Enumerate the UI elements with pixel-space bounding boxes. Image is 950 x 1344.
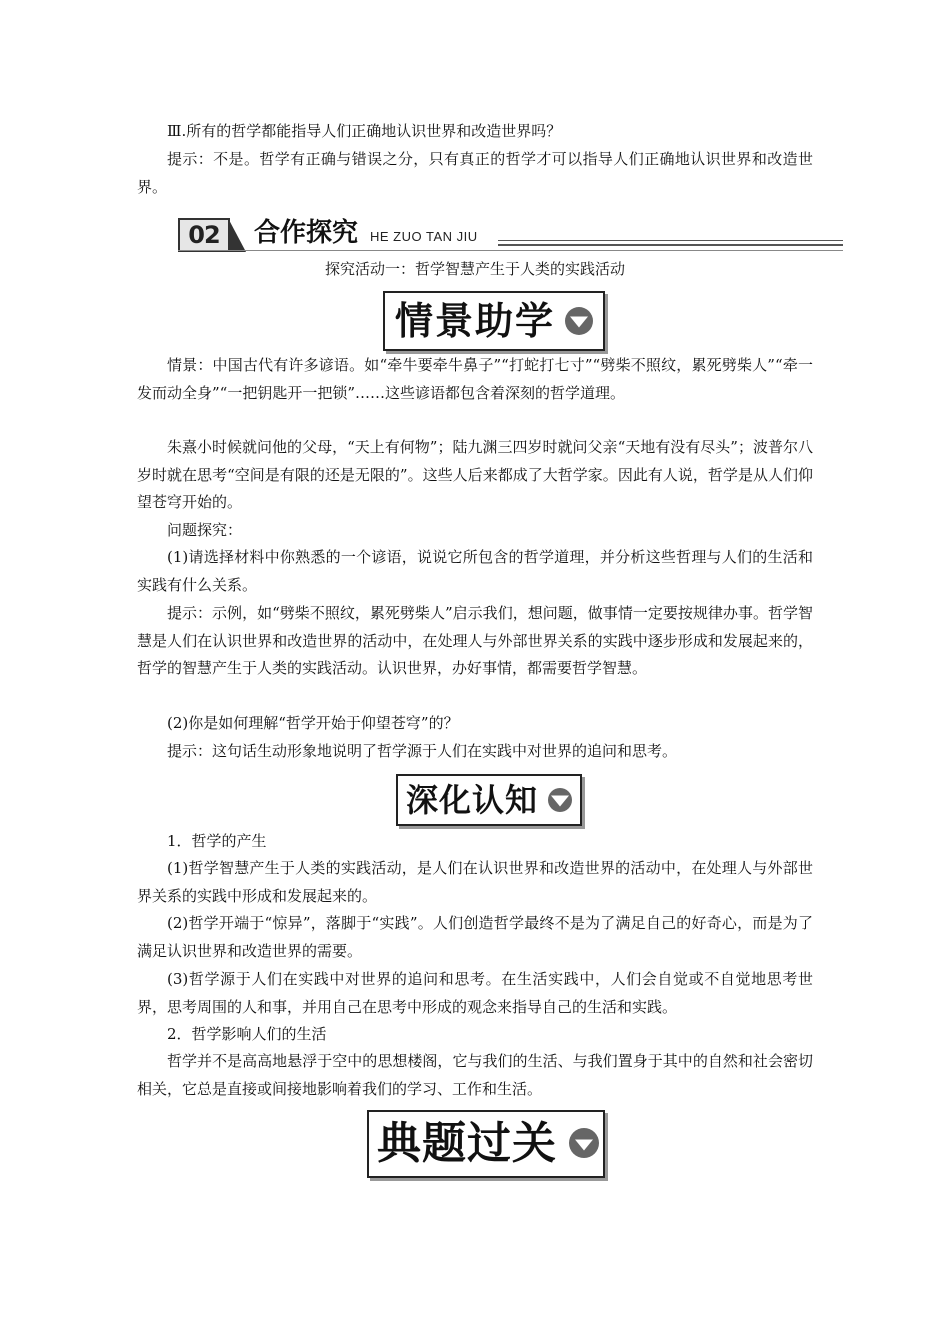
hint-2: 提示：这句话生动形象地说明了哲学源于人们在实践中对世界的追问和思考。	[167, 742, 678, 760]
heading-box-exercises	[367, 1110, 605, 1178]
question-label: 问题探究：	[167, 521, 243, 539]
intro-question: Ⅲ.所有的哲学都能指导人们正确地认识世界和改造世界吗？	[167, 122, 562, 140]
triangle-down-icon	[548, 788, 572, 812]
banner-slash-decoration	[228, 218, 246, 252]
section-banner	[178, 214, 843, 254]
heading-deepen: 深化认知	[406, 781, 539, 819]
heading-box-deepen	[396, 774, 582, 826]
banner-baseline	[178, 250, 843, 251]
banner-rule	[498, 244, 843, 246]
banner-rule	[498, 240, 843, 241]
point-2-title: 2．哲学影响人们的生活	[167, 1025, 327, 1043]
story-paragraph: 朱熹小时候就问他的父母，“天上有何物”；陆九渊三四岁时就问父亲“天地有没有尽头”；波普尔八岁时就在思考“空间是有限的还是无限的”。这些人后来都成了大哲学家。因此有人说，哲学是从人们仰望苍穹开始的。	[137, 438, 813, 511]
situation-paragraph: 情景：中国古代有许多谚语。如“牵牛要牵牛鼻子”“打蛇打七寸”“劈柴不照纹，累死劈柴人”“牵一发而动全身”“一把钥匙开一把锁”……这些谚语都包含着深刻的哲学道理。	[137, 356, 813, 402]
section-pinyin: HE ZUO TAN JIU	[370, 229, 478, 244]
point-2-text: 哲学并不是高高地悬浮于空中的思想楼阁，它与我们的生活、与我们置身于其中的自然和社会密切相关，它总是直接或间接地影响着我们的学习、工作和生活。	[137, 1052, 813, 1098]
activity-title: 探究活动一：哲学智慧产生于人类的实践活动	[324, 260, 625, 278]
point-1-item-1: (1)哲学智慧产生于人类的实践活动，是人们在认识世界和改造世界的活动中，在处理人与外部世界关系的实践中形成和发展起来的。	[137, 859, 813, 905]
question-1: (1)请选择材料中你熟悉的一个谚语，说说它所包含的哲学道理，并分析这些哲理与人们的生活和实践有什么关系。	[137, 548, 813, 594]
point-1-item-2: (2)哲学开端于“惊异”，落脚于“实践”。人们创造哲学最终不是为了满足自己的好奇心，而是为了满足认识世界和改造世界的需要。	[137, 914, 813, 960]
heading-situation: 情景助学	[395, 299, 556, 343]
intro-hint: 提示：不是。哲学有正确与错误之分，只有真正的哲学才可以指导人们正确地认识世界和改造世界。	[137, 150, 813, 196]
question-2: (2)你是如何理解“哲学开始于仰望苍穹”的？	[167, 714, 459, 732]
triangle-down-icon	[565, 307, 593, 335]
triangle-down-icon	[569, 1128, 599, 1158]
hint-1: 提示：示例，如“劈柴不照纹，累死劈柴人”启示我们，想问题，做事情一定要按规律办事。哲学智慧是人们在认识世界和改造世界的活动中，在处理人与外部世界关系的实践中逐步形成和发展起来的，哲学的智慧产生于人类的实践活动。认识世界，办好事情，都需要哲学智慧。	[137, 604, 813, 677]
point-1-title: 1．哲学的产生	[167, 832, 267, 850]
heading-exercises: 典题过关	[377, 1118, 557, 1169]
section-title: 合作探究	[254, 218, 359, 248]
heading-box-situation	[383, 291, 605, 351]
point-1-item-3: (3)哲学源于人们在实践中对世界的追问和思考。在生活实践中，人们会自觉或不自觉地思考世界，思考周围的人和事，并用自己在思考中形成的观念来指导自己的生活和实践。	[137, 970, 813, 1016]
section-number: 02	[178, 218, 230, 252]
